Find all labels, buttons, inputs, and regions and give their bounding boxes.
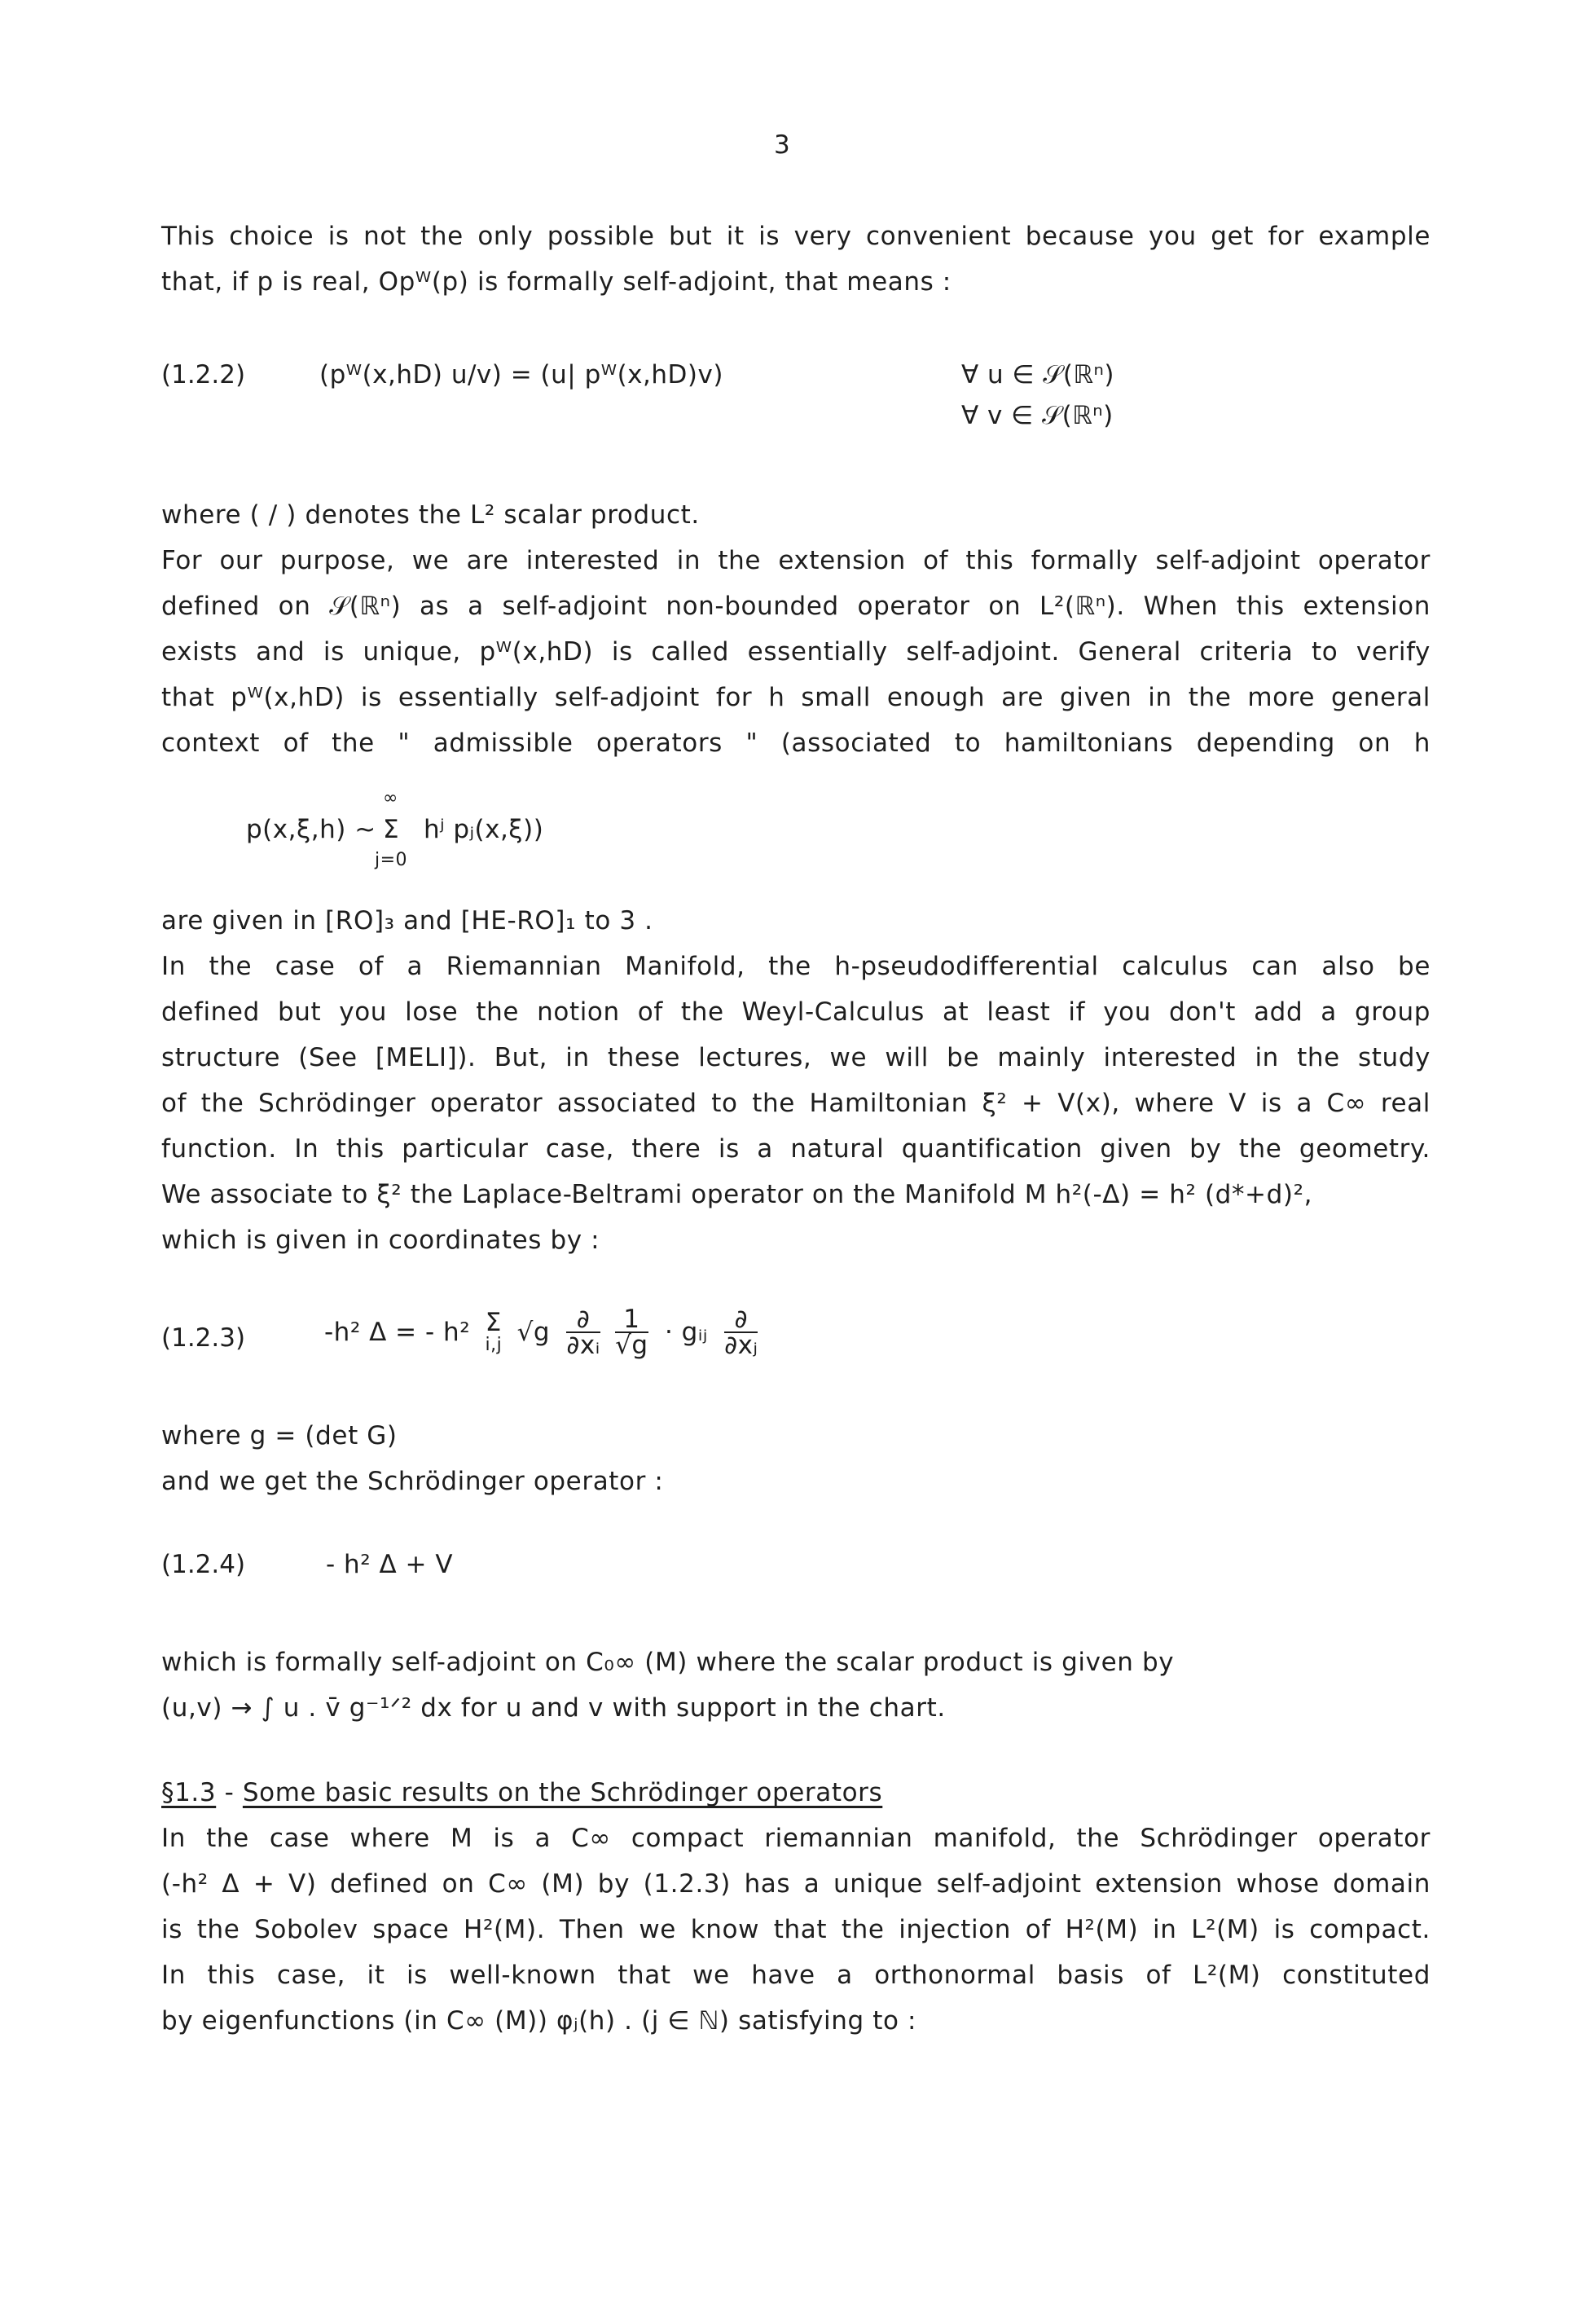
formula-lhs: -h² Δ = - h² — [324, 1318, 471, 1347]
paragraph-line: exists and is unique, pᵂ(x,hD) is called essentially self-adjoint. General criteria to verify — [161, 637, 1431, 667]
paragraph-line: that pᵂ(x,hD) is essentially self-adjoint for h small enough are given in the more general — [161, 683, 1431, 712]
paragraph-line: This choice is not the only possible but it is very convenient because you get for example — [161, 222, 1431, 251]
partial-fraction-i — [566, 1307, 600, 1358]
paragraph-line: are given in [RO]₃ and [HE-RO]₁ to 3 . — [161, 906, 653, 935]
paragraph-line: structure (See [MELI]). But, in these lectures, we will be mainly interested in the study — [161, 1043, 1431, 1072]
paragraph-line: We associate to ξ² the Laplace-Beltrami operator on the Manifold M h²(-Δ) = h² (d*+d)², — [161, 1180, 1313, 1209]
sum-block — [485, 1309, 502, 1355]
equation-condition: ∀ v ∈ 𝒮(ℝⁿ) — [961, 401, 1114, 430]
fraction-denominator: ∂xⱼ — [724, 1331, 758, 1360]
sum-upper: ∞ — [383, 788, 398, 808]
paragraph-line: where ( / ) denotes the L² scalar product. — [161, 500, 700, 530]
equation-number: (1.2.4) — [161, 1550, 246, 1579]
sum-symbol: Σ — [485, 1308, 502, 1337]
sum-symbol: Σ — [383, 815, 400, 844]
section-title: Some basic results on the Schrödinger operators — [242, 1778, 883, 1807]
series-term: hʲ pⱼ(x,ξ)) — [424, 815, 544, 844]
paragraph-line: For our purpose, we are interested in the extension of this formally self-adjoint operator — [161, 546, 1431, 575]
fraction-denominator: ∂xᵢ — [566, 1331, 600, 1360]
equation-body: (pᵂ(x,hD) u/v) = (u| pᵂ(x,hD)v) — [319, 360, 723, 390]
partial-fraction-j — [724, 1307, 758, 1358]
paragraph-line: context of the " admissible operators " (associated to hamiltonians depending on h — [161, 728, 1431, 758]
fraction-numerator: ∂ — [724, 1307, 758, 1333]
paragraph-line: that, if p is real, Opᵂ(p) is formally self-adjoint, that means : — [161, 267, 952, 297]
metric-term: · gᵢⱼ — [664, 1318, 708, 1347]
equation-body: - h² Δ + V — [326, 1550, 454, 1579]
paragraph-line: is the Sobolev space H²(M). Then we know that the injection of H²(M) in L²(M) is compact. — [161, 1915, 1431, 1944]
paragraph-line: defined on 𝒮(ℝⁿ) as a self-adjoint non-bounded operator on L²(ℝⁿ). When this extension — [161, 592, 1431, 621]
paragraph-line: function. In this particular case, there is a natural quantification given by the geometry. — [161, 1134, 1431, 1164]
sum-lower: j=0 — [375, 850, 408, 870]
paragraph-line: which is given in coordinates by : — [161, 1226, 600, 1255]
series-lhs: p(x,ξ,h) ~ — [246, 815, 376, 844]
paragraph-line: (-h² Δ + V) defined on C∞ (M) by (1.2.3) has a unique self-adjoint extension whose domain — [161, 1869, 1431, 1899]
page-number: 3 — [774, 130, 790, 160]
paragraph-line: In this case, it is well-known that we have a orthonormal basis of L²(M) constituted — [161, 1961, 1431, 1990]
paragraph-line: and we get the Schrödinger operator : — [161, 1467, 664, 1496]
paragraph-line: (u,v) → ∫ u . v̄ g⁻¹ᐟ² dx for u and v with support in the chart. — [161, 1693, 946, 1723]
fraction-numerator: ∂ — [566, 1307, 600, 1333]
paragraph-line: In the case of a Riemannian Manifold, the h-pseudodifferential calculus can also be — [161, 952, 1431, 981]
equation-number: (1.2.2) — [161, 360, 246, 390]
equation-number: (1.2.3) — [161, 1323, 246, 1353]
fraction-numerator: 1 — [615, 1307, 648, 1333]
paragraph-line: In the case where M is a C∞ compact riemannian manifold, the Schrödinger operator — [161, 1824, 1431, 1853]
paragraph-line: where g = (det G) — [161, 1421, 398, 1450]
inverse-sqrt-fraction — [615, 1307, 648, 1358]
paragraph-line: of the Schrödinger operator associated to the Hamiltonian ξ² + V(x), where V is a C∞ real — [161, 1089, 1431, 1118]
section-dash: - — [216, 1778, 243, 1807]
section-number: §1.3 — [161, 1778, 217, 1807]
sum-index: i,j — [485, 1335, 503, 1355]
fraction-denominator: √g — [615, 1331, 648, 1360]
equation-condition: ∀ u ∈ 𝒮(ℝⁿ) — [961, 360, 1115, 390]
section-heading — [161, 1776, 882, 1809]
paragraph-line: by eigenfunctions (in C∞ (M)) φⱼ(h) . (j ∈ ℕ) satisfying to : — [161, 2006, 917, 2036]
paragraph-line: which is formally self-adjoint on C₀∞ (M) where the scalar product is given by — [161, 1648, 1175, 1677]
paragraph-line: defined but you lose the notion of the Weyl-Calculus at least if you don't add a group — [161, 997, 1431, 1027]
sqrt-g: √g — [516, 1318, 550, 1347]
laplace-beltrami-formula — [324, 1307, 761, 1358]
